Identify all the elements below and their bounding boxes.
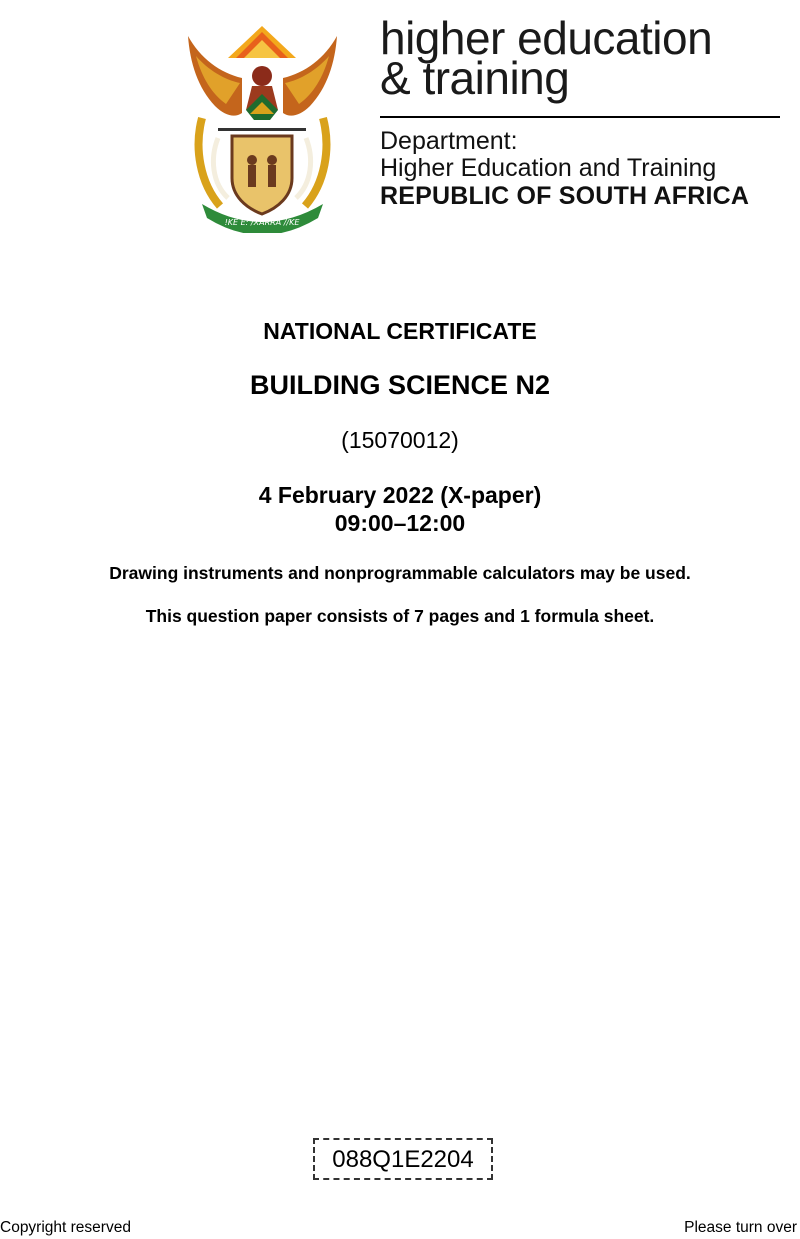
exam-date: 4 February 2022 (X-paper)	[258, 482, 542, 508]
department-name: Higher Education and Training	[380, 154, 717, 182]
subject-title: BUILDING SCIENCE N2	[249, 370, 551, 400]
brand-divider	[380, 116, 780, 118]
footer-turn-over: Please turn over	[684, 1219, 797, 1236]
sun-icon	[228, 26, 296, 58]
brand-title: higher education	[380, 12, 713, 64]
motto-text: !KE E: /XARRA //KE	[224, 218, 300, 227]
subject-code: (15070012)	[341, 427, 459, 453]
brand-block	[380, 12, 785, 210]
coat-of-arms-logo	[180, 18, 345, 233]
country-name: REPUBLIC OF SOUTH AFRICA	[380, 182, 750, 210]
brand-subtitle: & training	[380, 52, 570, 104]
department-label: Department:	[380, 127, 518, 155]
pages-note: This question paper consists of 7 pages and 1 formula sheet.	[145, 606, 655, 626]
paper-code-box: 088Q1E2204	[313, 1138, 493, 1180]
exam-date-block	[0, 481, 800, 537]
shield-icon	[232, 136, 292, 214]
instructions-text: Drawing instruments and nonprogrammable calculators may be used.	[109, 563, 691, 583]
footer-copyright: Copyright reserved	[0, 1219, 131, 1236]
certificate-heading: NATIONAL CERTIFICATE	[263, 318, 537, 344]
exam-time: 09:00–12:00	[334, 510, 466, 536]
